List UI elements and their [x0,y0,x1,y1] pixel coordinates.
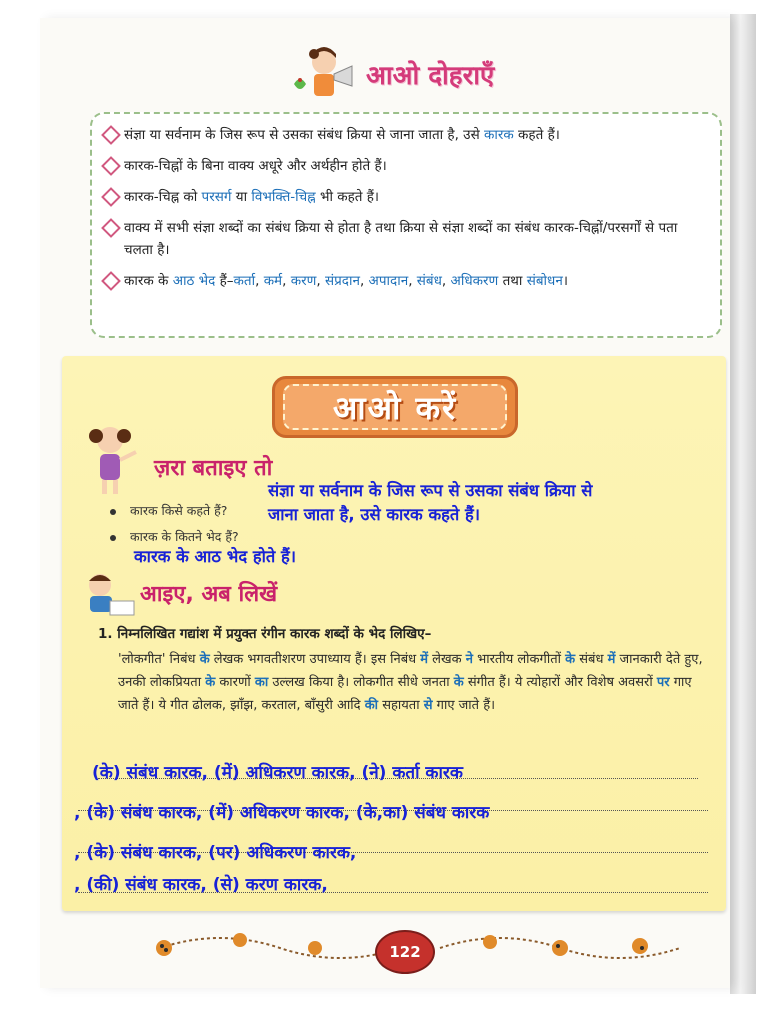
task-instruction: 1. निम्नलिखित गद्यांश में प्रयुक्त रंगीन कारक शब्दों के भेद लिखिए– [98,626,432,642]
girl-megaphone-icon [290,44,358,104]
karak-word: की [364,698,379,713]
section-title-tell: ज़रा बताइए तो [154,456,273,481]
karak-word: के [453,675,464,690]
highlighted-term: कारक [484,127,514,143]
passage-text [118,648,714,717]
highlighted-term: संप्रदान [324,273,360,289]
review-list [92,114,720,292]
karak-word: के [565,652,576,667]
written-answer-1: (के) संबंध कारक, (में) अधिकरण कारक, (ने) कर्ता कारक [92,763,463,783]
karak-word: में [607,652,616,667]
diamond-bullet-icon [101,218,121,238]
passage-fragment: 'लोकगीत' निबंध [118,652,200,667]
passage-fragment: लेखक भगवतीशरण उपाध्याय हैं। इस निबंध [209,652,421,667]
highlighted-term: परसर्ग [201,189,232,205]
karak-word: पर [656,675,670,690]
highlighted-term: विभक्ति-चिह्न [251,189,316,205]
question-1-text: कारक किसे कहते हैं? [130,503,228,518]
passage-fragment: संगीत हैं। ये त्योहारों और विशेष अवसरों [463,675,657,690]
passage-fragment: उल्लख किया है। लोकगीत सीधे जनता [268,675,454,690]
point-text: । [562,273,568,289]
page-number-badge: 122 [375,930,435,974]
written-answer-3: , (के) संबंध कारक, (पर) अधिकरण कारक, [74,843,357,863]
karak-word: के [205,675,216,690]
point-text: , [408,273,417,289]
point-text: कारक के [124,273,173,289]
review-header [290,44,494,104]
question-2-text: कारक के कितने भेद हैं? [130,529,239,544]
book-spine-shadow [730,14,756,994]
point-text: , [282,273,291,289]
passage-fragment: गाए जाते हैं। [432,698,496,713]
diamond-bullet-icon [101,187,121,207]
point-text: , [316,273,325,289]
passage-fragment: भारतीय लोकगीतों [472,652,566,667]
passage-fragment: कारणों [215,675,255,690]
karak-word: का [254,675,269,690]
point-text: , [441,273,451,289]
banner-title: आओ करें [283,384,507,430]
girl-pointing-icon [80,422,140,498]
diamond-bullet-icon [101,156,121,176]
diamond-bullet-icon [101,125,121,145]
answer-1-line-1: संज्ञा या सर्वनाम के जिस रूप से उसका संबंध क्रिया से [268,481,593,500]
diamond-bullet-icon [101,271,121,291]
question-2 [110,528,239,545]
highlighted-term: करण [290,273,317,289]
passage-fragment: जानकारी देते हुए, उनकी लोकप्रियता [118,652,703,690]
point-text: तथा [498,273,527,289]
highlighted-term: अधिकरण [450,273,499,289]
karak-word: से [423,698,433,713]
passage-fragment: लेखक [428,652,466,667]
review-points-box [90,112,722,338]
review-point [102,186,706,208]
highlighted-term: कर्ता [233,273,256,289]
point-text: हैं– [215,273,234,289]
review-point [102,270,706,292]
passage-fragment: संबंध [575,652,608,667]
activity-banner [272,376,518,438]
passage-fragment: सहायता [378,698,424,713]
point-text: वाक्य में सभी संज्ञा शब्दों का संबंध क्रिया से होता है तथा क्रिया से संज्ञा शब्दों का संबंध कारक-चिह्नों/परसर्गों से पता चलता है। [124,220,678,258]
point-text: या [231,189,252,205]
karak-word: के [199,652,210,667]
bullet-icon [110,535,116,541]
highlighted-term: कर्म [263,273,283,289]
answer-2: कारक के आठ भेद होते हैं। [134,547,297,566]
answer-1-line-2: जाना जाता है, उसे कारक कहते हैं। [268,505,481,524]
written-answer-4: , (की) संबंध कारक, (से) करण कारक, [74,875,328,895]
highlighted-term: संबंध [416,273,442,289]
highlighted-term: अपादान [368,273,409,289]
bullet-icon [110,509,116,515]
page-footer [140,918,700,976]
review-point [102,155,706,177]
question-1 [110,502,227,519]
highlighted-term: संबोधन [526,273,563,289]
review-title: आओ दोहराएँ [366,61,495,91]
point-text: कारक-चिह्नों के बिना वाक्य अधूरे और अर्थहीन होते हैं। [124,158,387,174]
point-text: भी कहते हैं। [315,189,380,205]
activity-panel [62,356,726,911]
highlighted-term: आठ भेद [172,273,216,289]
point-text: कहते हैं। [513,127,560,143]
point-text: , [255,273,264,289]
passage-fragment: गाए जाते हैं। ये गीत ढोलक, झाँझ, करताल, बाँसुरी आदि [118,675,692,713]
point-text: , [359,273,369,289]
boy-writing-icon [80,569,138,619]
karak-word: में [420,652,429,667]
point-text: कारक-चिह्न को [124,189,202,205]
review-point [102,124,706,146]
section-title-write: आइए, अब लिखें [140,582,278,607]
point-text: संज्ञा या सर्वनाम के जिस रूप से उसका संबंध क्रिया से जाना जाता है, उसे [124,127,484,143]
karak-word: ने [465,652,473,667]
written-answer-2: , (के) संबंध कारक, (में) अधिकरण कारक, (के,का) संबंध कारक [74,803,490,823]
review-point [102,217,706,261]
